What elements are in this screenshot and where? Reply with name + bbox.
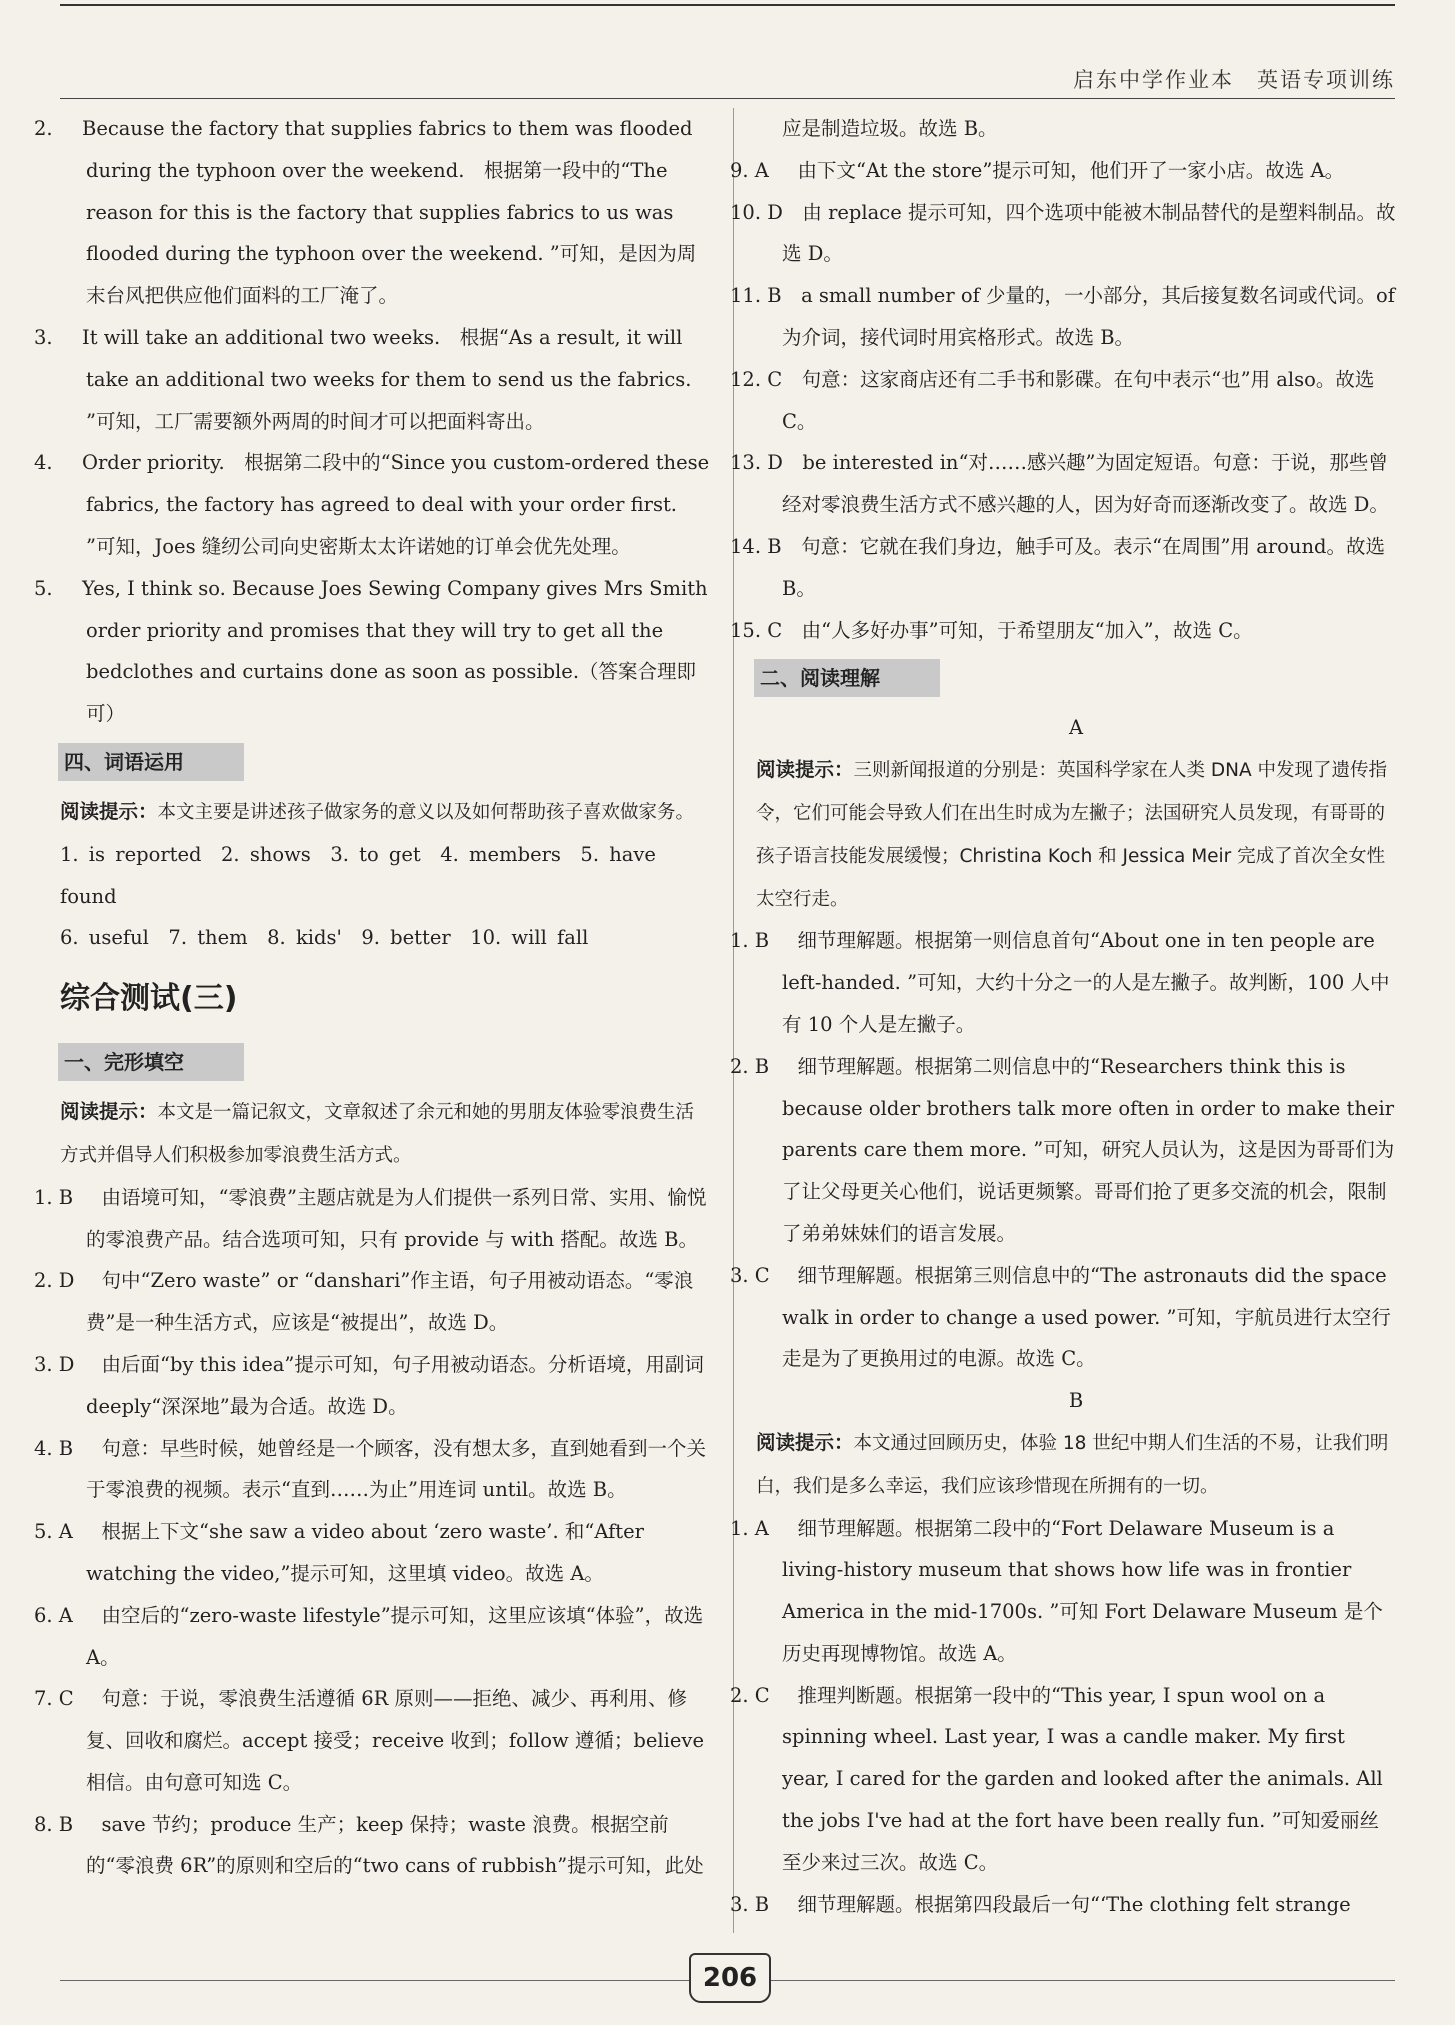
answer-item: 11. B a small number of 少量的，一小部分，其后接复数名词或代词。of 为介词，接代词时用宾格形式。故选 B。 bbox=[730, 284, 1395, 349]
answer-list-reading-b bbox=[730, 1508, 1396, 1926]
answer-item: 3. D 由后面“by this idea”提示可知，句子用被动语态。分析语境，用副词 deeply“深深地”最为合适。故选 D。 bbox=[34, 1352, 704, 1418]
header-title: 启东中学作业本 英语专项训练 bbox=[1073, 68, 1395, 92]
header-rule bbox=[60, 98, 1395, 99]
reading-tip: 阅读提示：本文主要是讲述孩子做家务的意义以及如何帮助孩子喜欢做家务。 bbox=[60, 799, 695, 823]
test-title: 综合测试(三) bbox=[60, 981, 238, 1017]
answer-item: 5. Yes, I think so. Because Joes Sewing Company gives Mrs Smith order priority and promises that they will try to get all the bedclothes and curtains done as soon as possible.（答案合理即可） bbox=[34, 576, 708, 726]
answer-item: 6. A 由空后的“zero-waste lifestyle”提示可知，这里应该填“体验”，故选 A。 bbox=[34, 1603, 704, 1669]
header-top-rule bbox=[60, 4, 1395, 6]
answer-item: 5. A 根据上下文“she saw a video about ‘zero waste’. 和“After watching the video,”提示可知，这里填 video。故选 A。 bbox=[34, 1520, 644, 1585]
left-column bbox=[34, 108, 710, 1933]
word-answers: 1. is reported 2. shows 3. to get 4. members 5. have found 6. useful 7. them 8. kids' 9. better 10. will fall bbox=[60, 842, 656, 950]
answer-item: 9. A 由下文“At the store”提示可知，他们开了一家小店。故选 A。 bbox=[730, 158, 1345, 182]
answer-item: 3. B 细节理解题。根据第四段最后一句“‘The clothing felt strange bbox=[730, 1892, 1351, 1916]
answer-list-reading-a bbox=[730, 920, 1396, 1380]
answer-item: 4. Order priority. 根据第二段中的“Since you custom-ordered these fabrics, the factory has agreed to deal with your order first. ”可知，Joes 缝纫公司向史密斯太太许诺她的订单会优先处理。 bbox=[34, 451, 710, 558]
answer-item: 1. B 细节理解题。根据第一则信息首句“About one in ten people are left-handed. ”可知，大约十分之一的人是左撇子。故判断，100 人中有 10 个人是左撇子。 bbox=[730, 929, 1390, 1036]
answer-item: 10. D 由 replace 提示可知，四个选项中能被木制品替代的是塑料制品。故选 D。 bbox=[730, 200, 1396, 266]
section-band-cloze: 一、完形填空 bbox=[58, 1043, 244, 1081]
answer-item: 1. B 由语境可知，“零浪费”主题店就是为人们提供一系列日常、实用、愉悦的零浪费产品。结合选项可知，只有 provide 与 with 搭配。故选 B。 bbox=[34, 1185, 707, 1251]
answer-item: 3. It will take an additional two weeks. 根据“As a result, it will take an additional two weeks for them to send us the fabrics. ”可知，工厂需要额外两周的时间才可以把面料寄出。 bbox=[34, 325, 692, 433]
section-band-word-use: 四、词语运用 bbox=[58, 743, 244, 781]
answer-item: 8. B save 节约；produce 生产；keep 保持；waste 浪费。根据空前的“零浪费 6R”的原则和空后的“two cans of rubbish”提示可知，此处 bbox=[34, 1812, 704, 1878]
section-band-reading: 二、阅读理解 bbox=[754, 659, 940, 697]
answer-item: 3. C 细节理解题。根据第三则信息中的“The astronauts did the space walk in order to change a used power. ”可知，宇航员进行太空行走是为了更换用过的电源。故选 C。 bbox=[730, 1263, 1391, 1371]
answer-item: 15. C 由“人多好办事”可知，于希望朋友“加入”，故选 C。 bbox=[730, 618, 1253, 642]
continued-text: 应是制造垃圾。故选 B。 bbox=[782, 117, 998, 140]
answer-list-cloze bbox=[34, 1177, 710, 1888]
answer-item: 4. B 句意：早些时候，她曾经是一个顾客，没有想太多，直到她看到一个关于零浪费的视频。表示“直到……为止”用连词 until。故选 B。 bbox=[34, 1436, 707, 1502]
answer-item: 7. C 句意：于说，零浪费生活遵循 6R 原则——拒绝、减少、再利用、修复、回收和腐烂。accept 接受；receive 收到；follow 遵循；believe 相信。由句意可知选 C。 bbox=[34, 1687, 704, 1794]
reading-tip: 阅读提示：本文是一篇记叙文，文章叙述了余元和她的男朋友体验零浪费生活方式并倡导人们积极参加零浪费生活方式。 bbox=[60, 1100, 695, 1166]
reading-tip: 阅读提示：三则新闻报道的分别是：英国科学家在人类 DNA 中发现了遗传指令，它们可能会导致人们在出生时成为左撇子；法国研究人员发现，有哥哥的孩子语言技能发展缓慢；Christina Koch 和 Jessica Meir 完成了首次全女性太空行走。 bbox=[756, 758, 1388, 910]
answer-item: 12. C 句意：这家商店还有二手书和影碟。在句中表示“也”用 also。故选 C。 bbox=[730, 367, 1375, 433]
reading-tip: 阅读提示：本文通过回顾历史，体验 18 世纪中期人们生活的不易，让我们明白，我们是多么幸运，我们应该珍惜现在所拥有的一切。 bbox=[756, 1430, 1389, 1497]
answer-item: 13. D be interested in“对……感兴趣”为固定短语。句意：于说，那些曾经对零浪费生活方式不感兴趣的人，因为好奇而逐渐改变了。故选 D。 bbox=[730, 451, 1389, 517]
answer-item: 2. D 句中“Zero waste” or “danshari”作主语，句子用被动语态。“零浪费”是一种生活方式，应该是“被提出”，故选 D。 bbox=[34, 1269, 694, 1335]
part-a-label: A bbox=[1068, 716, 1084, 740]
right-column bbox=[730, 108, 1396, 1933]
answer-list-reading bbox=[34, 108, 710, 735]
answer-item: 2. B 细节理解题。根据第二则信息中的“Researchers think this is because older brothers talk more often in order to make their parents care them more. ”可知，研究人员认为，这是因为哥哥们为了让父母更关心他们，说话更频繁。哥哥们抢了更多交流的机会，限制了弟弟妹妹们的语言发展。 bbox=[730, 1054, 1395, 1245]
part-b-label: B bbox=[1068, 1389, 1084, 1413]
answer-item: 14. B 句意：它就在我们身边，触手可及。表示“在周围”用 around。故选 B。 bbox=[730, 534, 1385, 600]
answer-list-cloze-cont bbox=[730, 150, 1396, 652]
page-header bbox=[60, 0, 1395, 100]
answer-item: 2. C 推理判断题。根据第一段中的“This year, I spun wool on a spinning wheel. Last year, I was a candle maker. My first year, I cared for the garden and looked after the animals. All the jobs I've had at the fort have been really fun. ”可知爱丽丝至少来过三次。故选 C。 bbox=[730, 1683, 1383, 1874]
page-number: 206 bbox=[689, 1953, 771, 2003]
answer-item: 2. Because the factory that supplies fabrics to them was flooded during the typhoon over the weekend. 根据第一段中的“The reason for this is the factory that supplies fabrics to us was flooded during the typhoon over the weekend. ”可知，是因为周末台风把供应他们面料的工厂淹了。 bbox=[34, 117, 697, 308]
answer-item: 1. A 细节理解题。根据第二段中的“Fort Delaware Museum is a living-history museum that shows how life was in frontier America in the mid-1700s. ”可知 Fort Delaware Museum 是个历史再现博物馆。故选 A。 bbox=[730, 1516, 1383, 1665]
